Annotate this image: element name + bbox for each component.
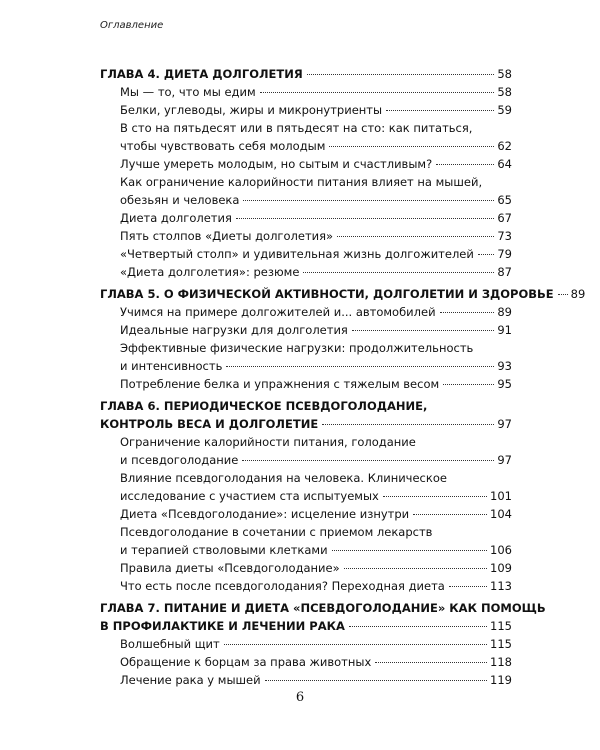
toc-entry[interactable] xyxy=(100,83,512,101)
toc-chapter[interactable] xyxy=(100,397,512,433)
toc-entry[interactable] xyxy=(100,119,512,155)
toc-page-number: 67 xyxy=(497,211,512,225)
toc-page-number: 109 xyxy=(490,561,512,575)
toc-chapter[interactable] xyxy=(100,65,512,83)
toc-page-number: 113 xyxy=(490,579,512,593)
toc-title-line: Эффективные физические нагрузки: продолжительность xyxy=(120,341,474,355)
toc-entry[interactable] xyxy=(100,227,512,245)
table-of-contents xyxy=(100,65,586,689)
toc-entry[interactable] xyxy=(100,209,512,227)
toc-entry[interactable] xyxy=(100,101,512,119)
toc-entry[interactable] xyxy=(100,245,512,263)
toc-page-number: 97 xyxy=(497,453,512,467)
toc-entry[interactable] xyxy=(100,375,512,393)
toc-page-number: 65 xyxy=(497,193,512,207)
dot-leader xyxy=(478,254,495,255)
toc-title-line: Пять столпов «Диеты долголетия» xyxy=(120,229,334,243)
toc-title-line: Что есть после псевдоголодания? Переходная диета xyxy=(120,579,445,593)
toc-page-number: 87 xyxy=(497,265,512,279)
toc-page-number: 91 xyxy=(497,323,512,337)
dot-leader xyxy=(344,568,487,569)
toc-page-number: 93 xyxy=(497,359,512,373)
dot-leader xyxy=(224,644,487,645)
dot-leader xyxy=(307,74,495,75)
dot-leader xyxy=(265,680,487,681)
dot-leader xyxy=(386,110,494,111)
toc-entry[interactable] xyxy=(100,433,512,469)
toc-title-line: ГЛАВА 7. ПИТАНИЕ И ДИЕТА «ПСЕВДОГОЛОДАНИЕ» КАК ПОМОЩЬ xyxy=(100,601,546,615)
dot-leader xyxy=(236,218,494,219)
dot-leader xyxy=(440,312,495,313)
toc-page-number: 58 xyxy=(497,85,512,99)
dot-leader xyxy=(303,272,494,273)
dot-leader xyxy=(383,496,487,497)
toc-title-line: Псевдоголодание в сочетании с приемом лекарств xyxy=(120,525,433,539)
toc-title-line: Влияние псевдоголодания на человека. Клиническое xyxy=(120,471,447,485)
toc-title-line: обезьян и человека xyxy=(120,193,240,207)
toc-title-line: ГЛАВА 5. О ФИЗИЧЕСКОЙ АКТИВНОСТИ, ДОЛГОЛЕТИИ И ЗДОРОВЬЕ xyxy=(100,287,554,301)
dot-leader xyxy=(558,294,568,295)
toc-page-number: 95 xyxy=(497,377,512,391)
toc-title-line: и псевдоголодание xyxy=(120,453,239,467)
dot-leader xyxy=(443,384,494,385)
toc-entry[interactable] xyxy=(100,653,512,671)
toc-page-number: 104 xyxy=(490,507,512,521)
toc-page-number: 89 xyxy=(497,305,512,319)
dot-leader xyxy=(337,236,494,237)
toc-page-number: 64 xyxy=(497,157,512,171)
dot-leader xyxy=(226,366,494,367)
dot-leader xyxy=(349,626,487,627)
toc-title-line: Потребление белка и упражнения с тяжелым весом xyxy=(120,377,440,391)
dot-leader xyxy=(322,424,494,425)
dot-leader xyxy=(449,586,487,587)
dot-leader xyxy=(260,92,495,93)
toc-entry[interactable] xyxy=(100,671,512,689)
toc-entry[interactable] xyxy=(100,155,512,173)
toc-page-number: 115 xyxy=(490,619,512,633)
toc-entry[interactable] xyxy=(100,635,512,653)
toc-entry[interactable] xyxy=(100,559,512,577)
toc-entry[interactable] xyxy=(100,263,512,281)
toc-title-line: «Четвертый столп» и удивительная жизнь долгожителей xyxy=(120,247,474,261)
toc-entry[interactable] xyxy=(100,469,512,505)
toc-title-line: Диета «Псевдоголодание»: исцеление изнутри xyxy=(120,507,410,521)
toc-page-number: 59 xyxy=(497,103,512,117)
page-number: 6 xyxy=(295,690,305,705)
toc-title-line: ГЛАВА 4. ДИЕТА ДОЛГОЛЕТИЯ xyxy=(100,67,303,81)
dot-leader xyxy=(329,146,494,147)
toc-entry[interactable] xyxy=(100,173,512,209)
toc-title-line: ГЛАВА 6. ПЕРИОДИЧЕСКОЕ ПСЕВДОГОЛОДАНИЕ, xyxy=(100,399,428,413)
dot-leader xyxy=(242,460,494,461)
toc-page-number: 115 xyxy=(490,637,512,651)
toc-entry[interactable] xyxy=(100,303,512,321)
toc-title-line: Обращение к борцам за права животных xyxy=(120,655,372,669)
toc-entry[interactable] xyxy=(100,321,512,339)
toc-page-number: 62 xyxy=(497,139,512,153)
toc-page-number: 97 xyxy=(497,417,512,431)
toc-title-line: и интенсивность xyxy=(120,359,223,373)
toc-entry[interactable] xyxy=(100,505,512,523)
toc-title-line: Мы — то, что мы едим xyxy=(120,85,256,99)
dot-leader xyxy=(332,550,488,551)
toc-page-number: 119 xyxy=(490,673,512,687)
toc-entry[interactable] xyxy=(100,577,512,595)
toc-title-line: Белки, углеводы, жиры и микронутриенты xyxy=(120,103,383,117)
dot-leader xyxy=(413,514,487,515)
toc-page-number: 58 xyxy=(497,67,512,81)
toc-title-line: Диета долголетия xyxy=(120,211,232,225)
toc-title-line: Идеальные нагрузки для долголетия xyxy=(120,323,348,337)
toc-title-line: КОНТРОЛЬ ВЕСА И ДОЛГОЛЕТИЕ xyxy=(100,417,319,431)
toc-chapter[interactable] xyxy=(100,285,586,303)
toc-title-line: Волшебный щит xyxy=(120,637,220,651)
dot-leader xyxy=(436,164,494,165)
toc-title-line: и терапией стволовыми клетками xyxy=(120,543,328,557)
toc-page-number: 89 xyxy=(570,287,586,301)
toc-title-line: Лечение рака у мышей xyxy=(120,673,261,687)
toc-title-line: Учимся на примере долгожителей и... автомобилей xyxy=(120,305,436,319)
dot-leader xyxy=(243,200,494,201)
toc-title-line: Как ограничение калорийности питания влияет на мышей, xyxy=(120,175,483,189)
toc-entry[interactable] xyxy=(100,523,512,559)
toc-title-line: «Диета долголетия»: резюме xyxy=(120,265,300,279)
toc-title-line: чтобы чувствовать себя молодым xyxy=(120,139,326,153)
toc-title-line: Ограничение калорийности питания, голодание xyxy=(120,435,416,449)
toc-title-line: В сто на пятьдесят или в пятьдесят на сто: как питаться, xyxy=(120,121,473,135)
toc-page-number: 73 xyxy=(497,229,512,243)
toc-page-number: 118 xyxy=(490,655,512,669)
toc-title-line: Правила диеты «Псевдоголодание» xyxy=(120,561,340,575)
dot-leader xyxy=(352,330,495,331)
toc-title-line: Лучше умереть молодым, но сытым и счастливым? xyxy=(120,157,433,171)
toc-title-line: В ПРОФИЛАКТИКЕ И ЛЕЧЕНИИ РАКА xyxy=(100,619,345,633)
toc-chapter[interactable] xyxy=(100,599,546,635)
toc-page-number: 101 xyxy=(490,489,512,503)
toc-title-line: исследование с участием ста испытуемых xyxy=(120,489,379,503)
running-head: Оглавление xyxy=(100,20,164,31)
toc-page-number: 79 xyxy=(497,247,512,261)
toc-entry[interactable] xyxy=(100,339,512,375)
toc-page-number: 106 xyxy=(490,543,512,557)
dot-leader xyxy=(375,662,487,663)
